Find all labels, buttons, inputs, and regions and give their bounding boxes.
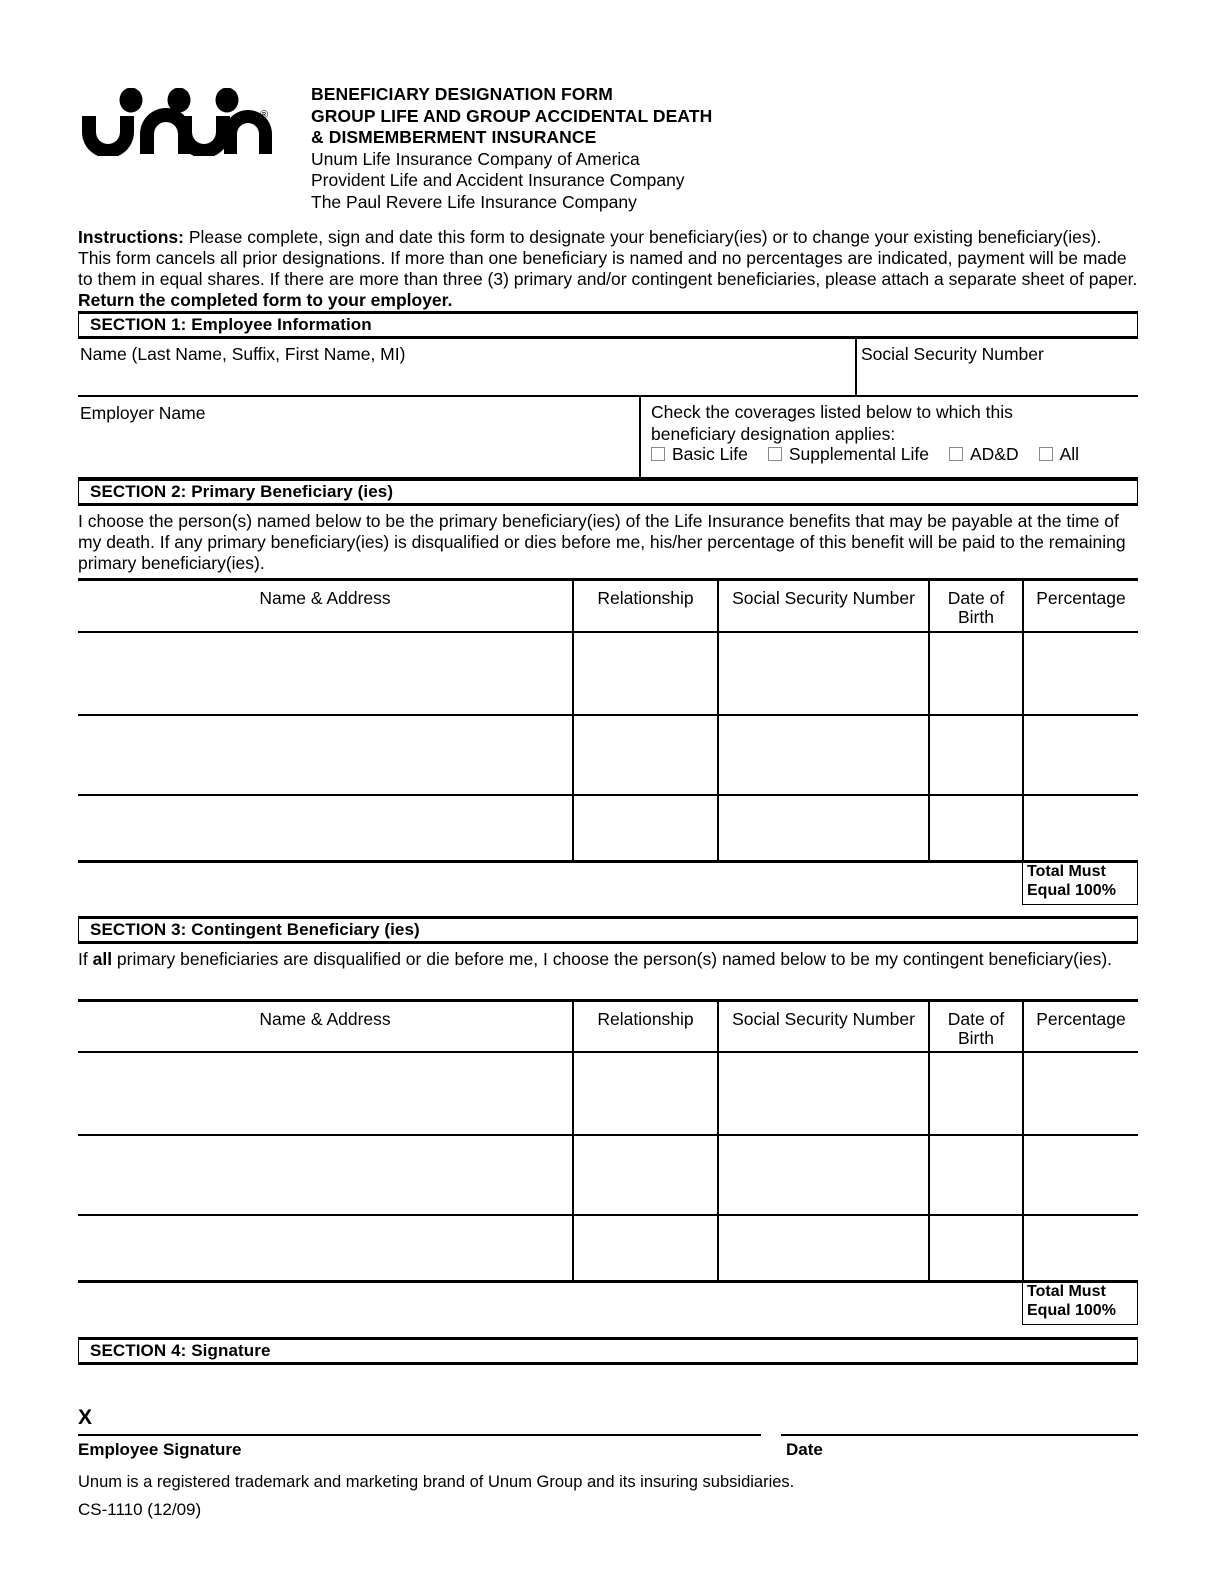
coverage-option-label: Basic Life xyxy=(672,444,748,464)
table-cell-relationship[interactable] xyxy=(574,633,716,713)
table-cell-percentage[interactable] xyxy=(1024,796,1137,859)
checkbox-icon[interactable] xyxy=(768,447,782,461)
table-cell-relationship[interactable] xyxy=(574,716,716,793)
section-2-title: SECTION 2: Primary Beneficiary (ies) xyxy=(90,482,394,501)
instructions-label: Instructions: xyxy=(78,227,184,247)
total-note-line-1: Total Must xyxy=(1027,1283,1106,1300)
coverage-option-basic-life[interactable] xyxy=(651,443,748,465)
date-label: Date xyxy=(786,1440,823,1459)
table-bottom-rule xyxy=(78,1280,1138,1283)
coverage-option-label: AD&D xyxy=(969,444,1019,464)
signature-label: Employee Signature xyxy=(78,1440,242,1459)
table-cell-ssn[interactable] xyxy=(719,796,927,859)
section-1-title: SECTION 1: Employee Information xyxy=(90,315,372,334)
employee-name-label: Name (Last Name, Suffix, First Name, MI) xyxy=(80,344,406,364)
date-line[interactable] xyxy=(781,1434,1138,1436)
section-1-employer-coverage-divider xyxy=(639,396,641,478)
table-cell-percentage[interactable] xyxy=(1024,1216,1137,1279)
section-2-intro: I choose the person(s) named below to be the primary beneficiary(ies) of the Life Insurance benefits that may be payable at the time of my death. If any primary beneficiary(ies) is disqualified or dies before me, his/her percentage of this benefit will be paid to the remaining primary beneficiary(ies). xyxy=(78,511,1126,573)
ssn-label: Social Security Number xyxy=(861,344,1044,364)
column-header-ssn: Social Security Number xyxy=(732,588,915,608)
table-cell-relationship[interactable] xyxy=(574,1053,716,1133)
section-1-row-1-rule xyxy=(78,395,1138,397)
table-bottom-rule xyxy=(78,860,1138,863)
form-title-line-3: & DISMEMBERMENT INSURANCE xyxy=(311,127,597,147)
signature-line[interactable] xyxy=(78,1434,761,1436)
coverage-option-all[interactable] xyxy=(1039,443,1079,465)
instructions-body: Please complete, sign and date this form to designate your beneficiary(ies) or to change your existing beneficiary(ies). This form cancels all prior designations. If more than one beneficiary is named and no percentages are indicated, payment will be made to them in equal shares. If there are more than three (3) primary and/or contingent beneficiaries, please attach a separate sheet of paper. xyxy=(78,227,1138,289)
coverage-option-label: All xyxy=(1059,444,1080,464)
column-header-dob: Date of Birth xyxy=(947,588,1005,627)
coverage-option-supplemental-life[interactable] xyxy=(768,443,929,465)
table-cell-relationship[interactable] xyxy=(574,796,716,859)
coverage-option-label: Supplemental Life xyxy=(788,444,929,464)
primary-total-note xyxy=(1022,862,1138,905)
table-cell-ssn[interactable] xyxy=(719,716,927,793)
trademark-note: Unum is a registered trademark and marketing brand of Unum Group and its insuring subsidiaries. xyxy=(78,1473,795,1491)
table-cell-name-address[interactable] xyxy=(78,1216,572,1279)
company-line-1: Unum Life Insurance Company of America xyxy=(311,148,640,169)
column-header-dob: Date of Birth xyxy=(947,1009,1005,1048)
contingent-total-note xyxy=(1022,1282,1138,1325)
coverage-prompt-line-1: Check the coverages listed below to which this xyxy=(651,402,1013,422)
table-cell-name-address[interactable] xyxy=(78,716,572,793)
table-cell-dob[interactable] xyxy=(930,1053,1021,1133)
section-3-intro-emphasis: all xyxy=(92,949,113,969)
table-cell-percentage[interactable] xyxy=(1024,633,1137,713)
coverage-prompt-line-2: beneficiary designation applies: xyxy=(651,424,896,444)
instructions-emphasis: Return the completed form to your employer. xyxy=(78,290,453,310)
checkbox-icon[interactable] xyxy=(949,447,963,461)
table-cell-ssn[interactable] xyxy=(719,633,927,713)
table-cell-ssn[interactable] xyxy=(719,1136,927,1213)
form-code: CS-1110 (12/09) xyxy=(78,1500,202,1519)
section-3-intro-part-1: If xyxy=(78,949,93,969)
table-cell-percentage[interactable] xyxy=(1024,1136,1137,1213)
section-4-title: SECTION 4: Signature xyxy=(90,1341,271,1360)
table-top-rule xyxy=(78,578,1138,581)
column-header-relationship: Relationship xyxy=(597,588,694,608)
employer-name-label: Employer Name xyxy=(80,403,206,423)
section-3-intro xyxy=(78,949,1138,970)
unum-logo-icon xyxy=(78,88,278,156)
total-note-line-1: Total Must xyxy=(1027,863,1106,880)
section-4-header xyxy=(78,1337,1138,1365)
table-cell-dob[interactable] xyxy=(930,716,1021,793)
primary-beneficiary-table xyxy=(78,578,1138,898)
table-cell-name-address[interactable] xyxy=(78,1053,572,1133)
table-cell-ssn[interactable] xyxy=(719,1216,927,1279)
column-header-ssn: Social Security Number xyxy=(732,1009,915,1029)
checkbox-icon[interactable] xyxy=(651,447,665,461)
column-header-relationship: Relationship xyxy=(597,1009,694,1029)
table-cell-dob[interactable] xyxy=(930,1216,1021,1279)
total-note-line-2: Equal 100% xyxy=(1027,881,1116,899)
section-3-title: SECTION 3: Contingent Beneficiary (ies) xyxy=(90,920,420,939)
table-cell-relationship[interactable] xyxy=(574,1136,716,1213)
table-cell-name-address[interactable] xyxy=(78,1136,572,1213)
section-3-header xyxy=(78,916,1138,944)
table-cell-name-address[interactable] xyxy=(78,633,572,713)
svg-text:®: ® xyxy=(260,109,269,121)
instructions-block xyxy=(78,227,1138,311)
form-title-line-2: GROUP LIFE AND GROUP ACCIDENTAL DEATH xyxy=(311,105,713,126)
column-header-percentage: Percentage xyxy=(1036,588,1126,608)
form-title-line-1: BENEFICIARY DESIGNATION FORM xyxy=(311,84,613,104)
section-1-name-ssn-divider xyxy=(855,339,857,396)
company-line-3: The Paul Revere Life Insurance Company xyxy=(311,191,637,212)
column-header-name-address: Name & Address xyxy=(259,588,391,608)
section-3-intro-part-2: primary beneficiaries are disqualified or die before me, I choose the person(s) named below to be my contingent beneficiary(ies). xyxy=(112,949,1113,969)
coverage-option-ad-and-d[interactable] xyxy=(949,443,1019,465)
total-note-line-2: Equal 100% xyxy=(1027,1301,1116,1319)
table-cell-relationship[interactable] xyxy=(574,1216,716,1279)
table-cell-dob[interactable] xyxy=(930,796,1021,859)
table-cell-percentage[interactable] xyxy=(1024,716,1137,793)
table-cell-name-address[interactable] xyxy=(78,796,572,859)
contingent-beneficiary-table xyxy=(78,999,1138,1319)
section-2-header xyxy=(78,478,1138,506)
form-header xyxy=(78,78,1140,213)
column-header-percentage: Percentage xyxy=(1036,1009,1126,1029)
signature-x-mark: X xyxy=(78,1406,93,1429)
coverage-checkbox-row xyxy=(651,443,1136,465)
table-cell-dob[interactable] xyxy=(930,633,1021,713)
company-line-2: Provident Life and Accident Insurance Company xyxy=(311,170,685,190)
table-cell-ssn[interactable] xyxy=(719,1053,927,1133)
column-header-name-address: Name & Address xyxy=(259,1009,391,1029)
table-cell-percentage[interactable] xyxy=(1024,1053,1137,1133)
table-top-rule xyxy=(78,999,1138,1002)
checkbox-icon[interactable] xyxy=(1039,447,1053,461)
unum-logo xyxy=(78,78,293,156)
table-cell-dob[interactable] xyxy=(930,1136,1021,1213)
section-1-header xyxy=(78,311,1138,339)
